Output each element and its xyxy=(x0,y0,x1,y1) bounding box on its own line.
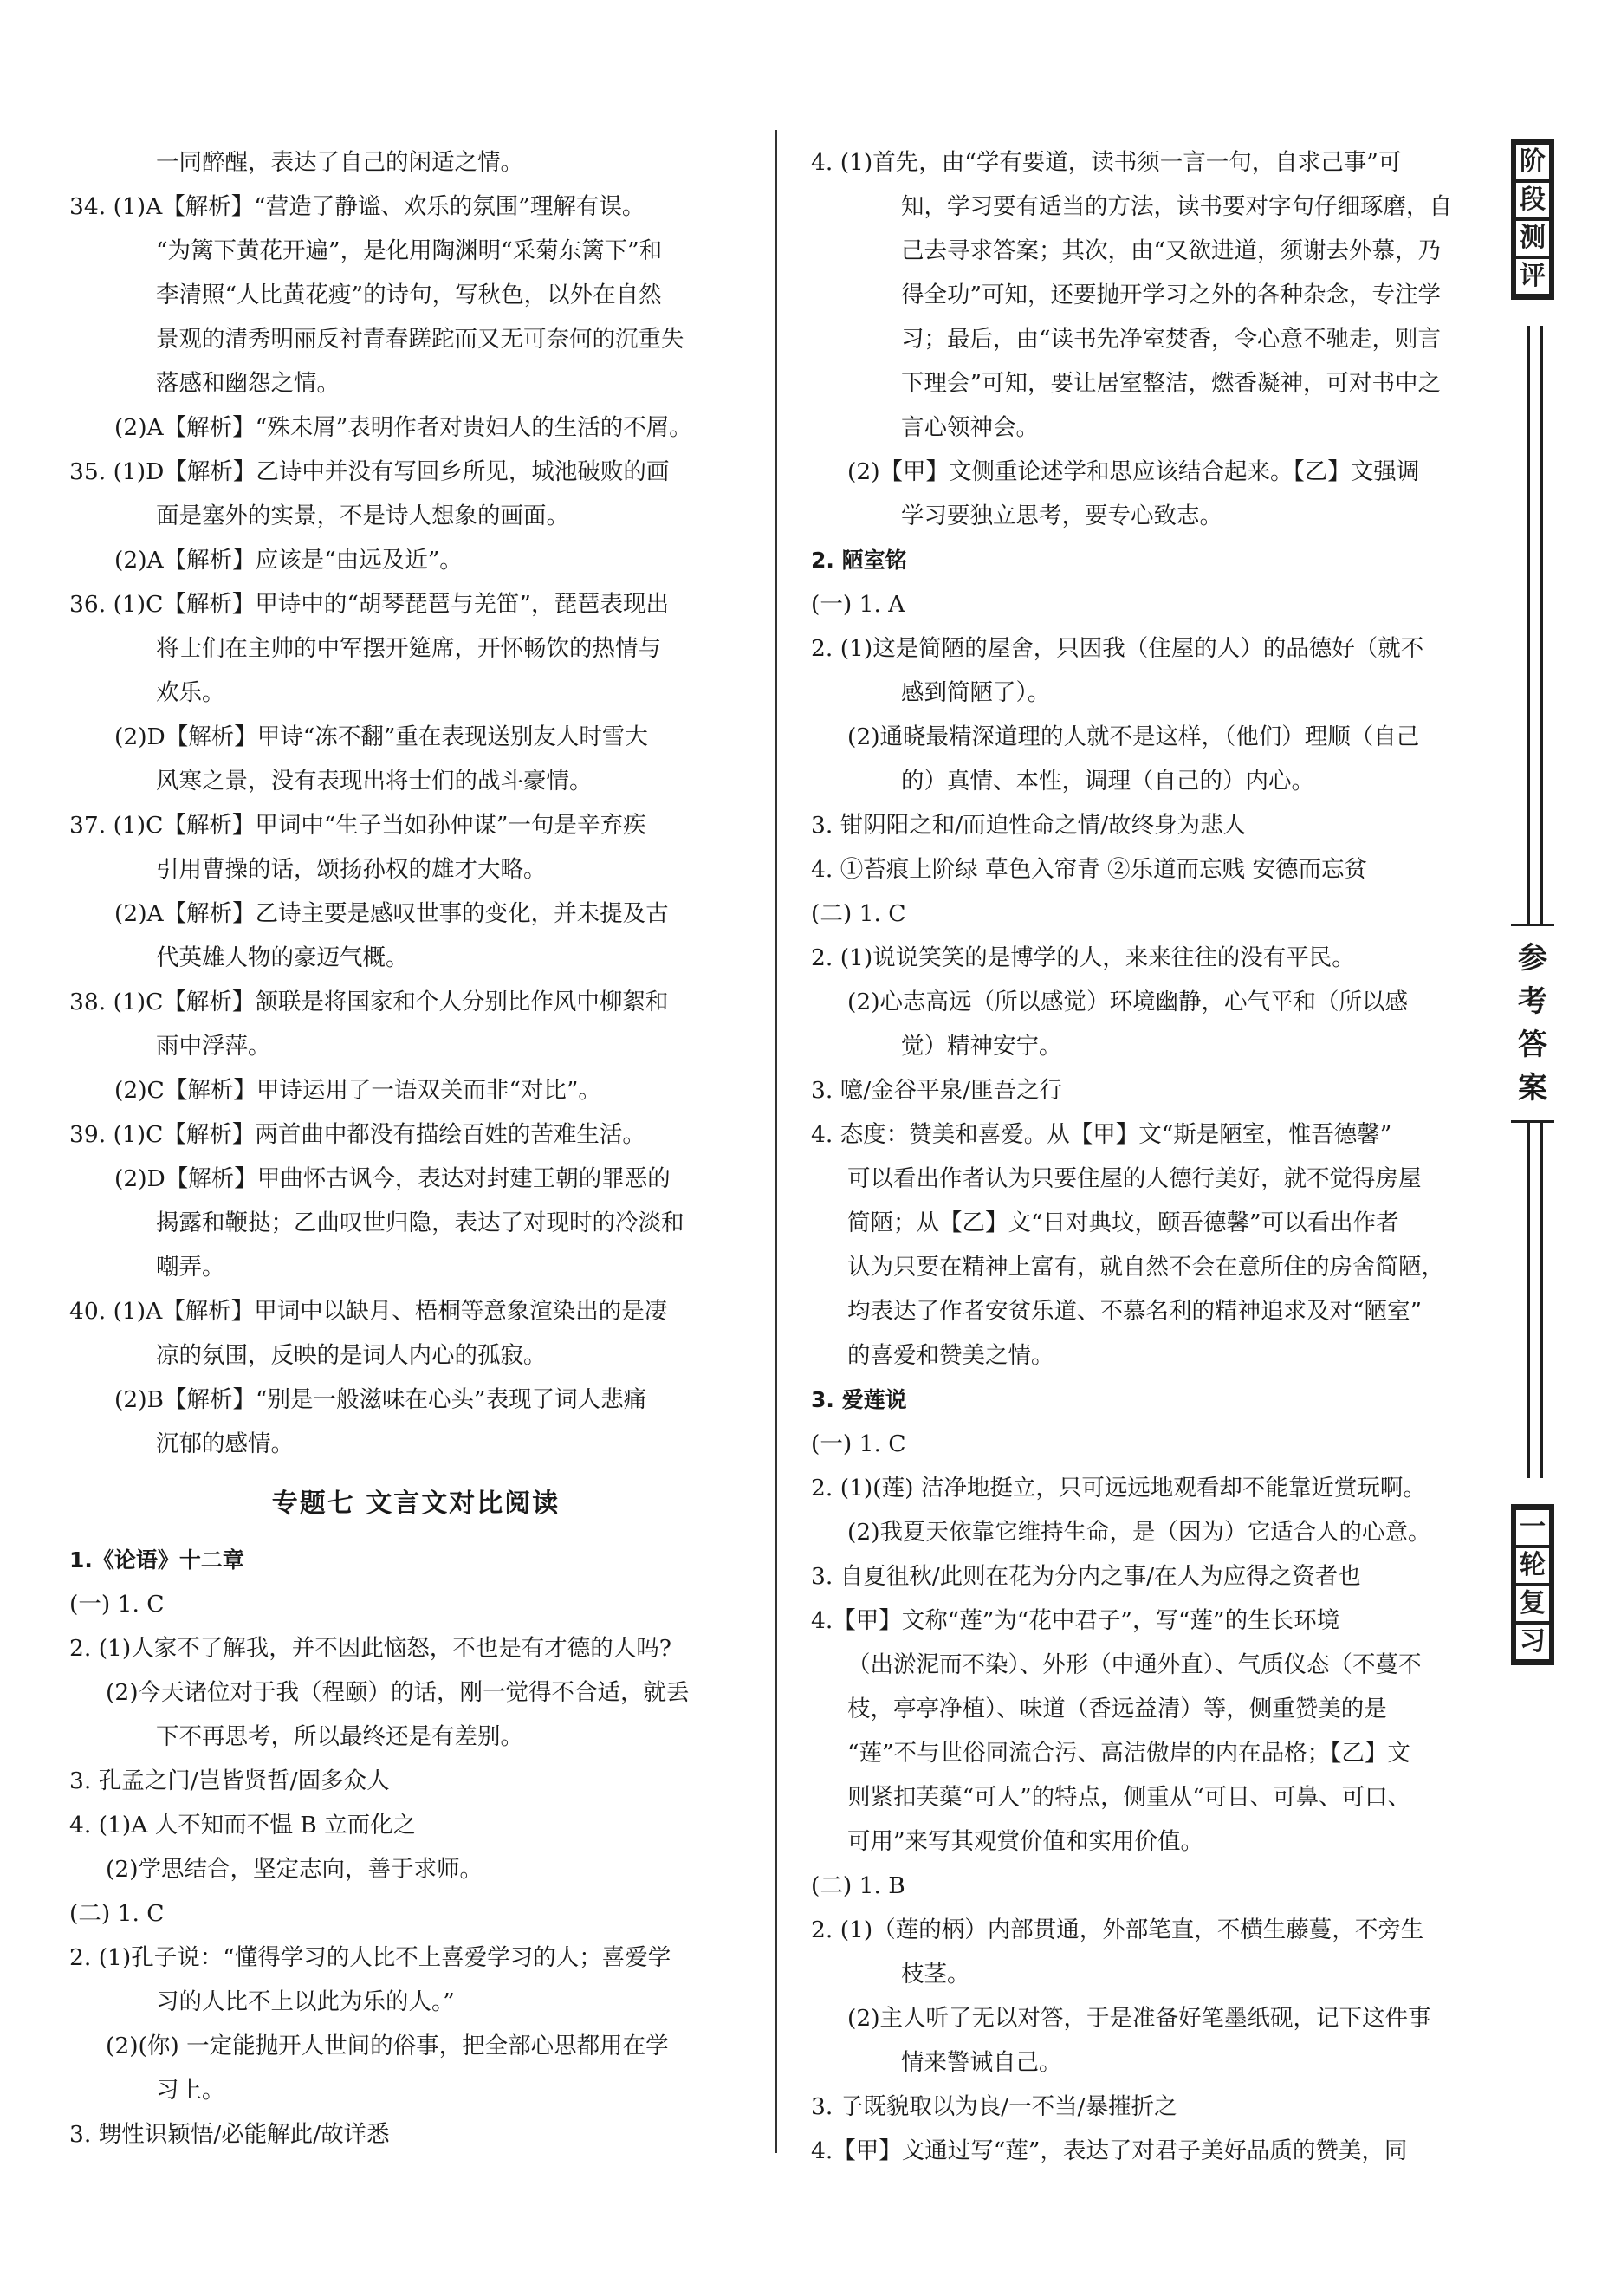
answer-line: (2)D【解析】甲曲怀古讽今，表达对封建王朝的罪恶的 xyxy=(114,1165,671,1192)
answer-line: 揭露和鞭挞；乙曲叹世归隐，表达了对现时的冷淡和 xyxy=(156,1210,684,1236)
left-column xyxy=(69,140,762,2157)
answer-line: 35. (1)D【解析】乙诗中并没有写回乡所见，城池破败的画 xyxy=(69,458,670,485)
answer-line: (2)A【解析】“殊未屑”表明作者对贵妇人的生活的不屑。 xyxy=(114,414,692,441)
side-tabs xyxy=(1511,139,1554,1665)
answer-line: (二) 1. C xyxy=(811,900,906,927)
answer-line: (2)A【解析】应该是“由远及近”。 xyxy=(114,547,463,574)
section-heading: 2. 陋室铭 xyxy=(811,548,907,573)
topic-heading: 专题七 文言文对比阅读 xyxy=(271,1489,561,1519)
tab-char: 测 xyxy=(1516,221,1549,256)
tab-char: 答 xyxy=(1518,1028,1547,1062)
section-heading: 3. 爱莲说 xyxy=(811,1387,907,1412)
answer-line: 2. (1)这是简陋的屋舍，只因我（住屋的人）的品德好（就不 xyxy=(811,635,1424,662)
answer-line: 2. (1)(莲) 洁净地挺立，只可远远地观看却不能靠近赏玩啊。 xyxy=(811,1475,1426,1501)
tab-char: 轮 xyxy=(1516,1548,1549,1583)
answer-line: 4. 态度：赞美和喜爱。从【甲】文“斯是陋室，惟吾德馨” xyxy=(811,1121,1392,1148)
tab-char: 阶 xyxy=(1516,145,1549,179)
tab-char: 评 xyxy=(1516,259,1549,294)
answer-line: 面是塞外的实景，不是诗人想象的画面。 xyxy=(156,503,569,529)
answer-line: 觉）精神安宁。 xyxy=(901,1033,1062,1060)
answer-line: (二) 1. B xyxy=(811,1872,905,1899)
answer-line: (2)(你) 一定能抛开人世间的俗事，把全部心思都用在学 xyxy=(106,2033,669,2059)
answer-line: 3. 孔孟之门/岂皆贤哲/固多众人 xyxy=(69,1767,390,1794)
tab-stage-test xyxy=(1511,139,1554,300)
answer-line: 则紧扣芙蕖“可人”的特点，侧重从“可目、可鼻、可口、 xyxy=(847,1784,1411,1811)
answer-line: 枝茎。 xyxy=(901,1961,970,1988)
tab-char: 段 xyxy=(1516,183,1549,217)
tab-char: 参 xyxy=(1518,941,1547,976)
answer-line: 2. (1)孔子说：“懂得学习的人比不上喜爱学习的人；喜爱学 xyxy=(69,1944,671,1971)
answer-line: 2. (1)说说笑笑的是博学的人，来来往往的没有平民。 xyxy=(811,944,1355,971)
answer-line: “为篱下黄花开遍”，是化用陶渊明“采菊东篱下”和 xyxy=(156,237,663,264)
answer-line: 下理会”可知，要让居室整洁，燃香凝神，可对书中之 xyxy=(901,370,1442,397)
answer-line: 3. 钳阴阳之和/而迫性命之情/故终身为悲人 xyxy=(811,812,1247,839)
answer-line: 37. (1)C【解析】甲词中“生子当如孙仲谋”一句是辛弃疾 xyxy=(69,812,646,839)
section-heading: 1.《论语》十二章 xyxy=(69,1547,244,1573)
answer-line: 4. ①苔痕上阶绿 草色入帘青 ②乐道而忘贱 安德而忘贫 xyxy=(811,856,1367,883)
answer-line: 3. 子既貌取以为良/一不当/暴摧折之 xyxy=(811,2093,1177,2120)
answer-line: (2)C【解析】甲诗运用了一语双关而非“对比”。 xyxy=(114,1077,601,1104)
tab-char: 习 xyxy=(1516,1625,1549,1659)
answer-line: (2)今天诸位对于我（程颐）的话，刚一觉得不合适，就丢 xyxy=(106,1679,690,1706)
answer-line: 3. 自夏徂秋/此则在花为分内之事/在人为应得之资者也 xyxy=(811,1563,1361,1590)
answer-line: 学习要独立思考，要专心致志。 xyxy=(901,503,1222,529)
answer-line: (2)D【解析】甲诗“冻不翻”重在表现送别友人时雪大 xyxy=(114,723,648,750)
answer-line: 引用曹操的话，颂扬孙权的雄才大略。 xyxy=(156,856,547,883)
answer-line: 情来警诫自己。 xyxy=(901,2049,1062,2076)
answer-line: (2)通晓最精深道理的人就不是这样，（他们）理顺（自己 xyxy=(847,723,1420,750)
answer-line: 嘲弄。 xyxy=(156,1254,225,1281)
answer-line: 凉的氛围，反映的是词人内心的孤寂。 xyxy=(156,1342,547,1369)
answer-line: 39. (1)C【解析】两首曲中都没有描绘百姓的苦难生活。 xyxy=(69,1121,645,1148)
answer-line: 己去寻求答案；其次，由“又欲进道，须谢去外慕，乃 xyxy=(901,237,1442,264)
answer-line: (一) 1. C xyxy=(811,1430,906,1457)
answer-line: 得全功”可知，还要抛开学习之外的各种杂念，专注学 xyxy=(901,282,1442,308)
answer-line: (一) 1. C xyxy=(69,1591,165,1618)
answer-line: 简陋；从【乙】文“日对典坟，颐吾德馨”可以看出作者 xyxy=(847,1210,1399,1236)
answer-line: 2. (1)（莲的柄）内部贯通，外部笔直，不横生藤蔓，不旁生 xyxy=(811,1917,1424,1943)
answer-line: 3. 噫/金谷平泉/匪吾之行 xyxy=(811,1077,1063,1104)
answer-line: 2. (1)人家不了解我，并不因此恼怒，不也是有才德的人吗? xyxy=(69,1635,671,1662)
answer-line: 欢乐。 xyxy=(156,679,225,706)
answer-line: 风寒之景，没有表现出将士们的战斗豪情。 xyxy=(156,768,593,795)
answer-line: 36. (1)C【解析】甲诗中的“胡琴琵琶与羌笛”，琵琶表现出 xyxy=(69,591,669,618)
answer-line: 3. 甥性识颖悟/必能解此/故详悉 xyxy=(69,2121,390,2148)
answer-line: 习上。 xyxy=(156,2077,225,2104)
answer-line: 4.【甲】文通过写“莲”，表达了对君子美好品质的赞美，同 xyxy=(811,2137,1408,2164)
answer-line: 38. (1)C【解析】颔联是将国家和个人分别比作风中柳絮和 xyxy=(69,989,669,1015)
answer-line: 习；最后，由“读书先净室焚香，令心意不驰走，则言 xyxy=(901,326,1442,353)
answer-line: 的喜爱和赞美之情。 xyxy=(847,1342,1054,1369)
answer-line: 落感和幽怨之情。 xyxy=(156,370,340,397)
answer-line: 一同醉醒，表达了自己的闲适之情。 xyxy=(156,149,523,176)
answer-line: 沉郁的感情。 xyxy=(156,1430,294,1457)
answer-line: (2)学思结合，坚定志向，善于求师。 xyxy=(106,1856,483,1883)
answer-line: (2)B【解析】“别是一般滋味在心头”表现了词人悲痛 xyxy=(114,1386,647,1413)
answer-line: （出淤泥而不染）、外形（中通外直）、气质仪态（不蔓不 xyxy=(847,1651,1422,1678)
answer-line: 感到简陋了）。 xyxy=(901,679,1051,706)
column-divider xyxy=(775,130,777,2153)
right-column xyxy=(811,140,1504,2173)
answer-line: 可用”来写其观赏价值和实用价值。 xyxy=(847,1828,1204,1855)
tab-char: 复 xyxy=(1516,1586,1549,1621)
answer-line: 言心领神会。 xyxy=(901,414,1039,441)
answer-line: (2)主人听了无以对答，于是准备好笔墨纸砚，记下这件事 xyxy=(847,2005,1431,2032)
answer-line: (2)A【解析】乙诗主要是感叹世事的变化，并未提及古 xyxy=(114,900,669,927)
answer-line: 知，学习要有适当的方法，读书要对字句仔细琢磨，自 xyxy=(901,193,1452,220)
tab-line xyxy=(1527,326,1543,924)
answer-line: 可以看出作者认为只要住屋的人德行美好，就不觉得房屋 xyxy=(847,1165,1422,1192)
answer-line: 下不再思考，所以最终还是有差别。 xyxy=(156,1723,523,1750)
answer-line: 的）真情、本性，调理（自己的）内心。 xyxy=(901,768,1314,795)
tab-char: 一 xyxy=(1516,1510,1549,1545)
answer-line: (2)【甲】文侧重论述学和思应该结合起来。【乙】文强调 xyxy=(847,458,1420,485)
answer-line: 4.【甲】文称“莲”为“花中君子”，写“莲”的生长环境 xyxy=(811,1607,1340,1634)
answer-line: 枝，亭亭净植）、味道（香远益清）等，侧重赞美的是 xyxy=(847,1696,1387,1722)
answer-line: 认为只要在精神上富有，就自然不会在意所住的房舍简陋， xyxy=(847,1254,1444,1281)
answer-line: 4. (1)首先，由“学有要道，读书须一言一句，自求己事”可 xyxy=(811,149,1402,176)
tab-char: 考 xyxy=(1518,984,1547,1019)
answer-line: 李清照“人比黄花瘦”的诗句，写秋色，以外在自然 xyxy=(156,282,662,308)
answer-line: “莲”不与世俗同流合污、高洁傲岸的内在品格；【乙】文 xyxy=(847,1740,1410,1767)
answer-line: (二) 1. C xyxy=(69,1900,165,1927)
answer-line: 将士们在主帅的中军摆开筵席，开怀畅饮的热情与 xyxy=(156,635,661,662)
tab-line xyxy=(1527,1123,1543,1478)
answer-line: 40. (1)A【解析】甲词中以缺月、梧桐等意象渲染出的是凄 xyxy=(69,1298,668,1325)
answer-line: 代英雄人物的豪迈气概。 xyxy=(156,944,409,971)
answer-line: (2)心志高远（所以感觉）环境幽静，心气平和（所以感 xyxy=(847,989,1409,1015)
answer-line: 34. (1)A【解析】“营造了静谧、欢乐的氛围”理解有误。 xyxy=(69,193,645,220)
answer-line: 均表达了作者安贫乐道、不慕名利的精神追求及对“陋室” xyxy=(847,1298,1423,1325)
answer-line: (2)我夏天依靠它维持生命，是（因为）它适合人的心意。 xyxy=(847,1519,1431,1546)
answer-line: 4. (1)A 人不知而不愠 B 立而化之 xyxy=(69,1812,417,1839)
tab-first-review xyxy=(1511,1504,1554,1665)
answer-line: 景观的清秀明丽反衬青春蹉跎而又无可奈何的沉重失 xyxy=(156,326,684,353)
tab-reference-answer xyxy=(1511,924,1554,1123)
answer-line: 习的人比不上以此为乐的人。” xyxy=(156,1988,455,2015)
tab-char: 案 xyxy=(1518,1071,1547,1106)
answer-line: 雨中浮萍。 xyxy=(156,1033,271,1060)
answer-line: (一) 1. A xyxy=(811,591,905,618)
